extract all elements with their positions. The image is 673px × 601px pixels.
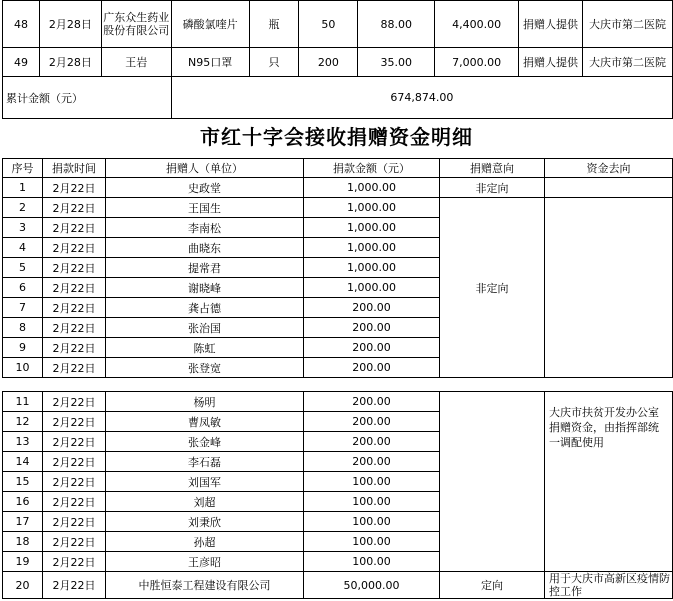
date-cell: 2月22日: [43, 412, 106, 432]
row-number: 3: [3, 218, 43, 238]
date-cell: 2月28日: [39, 48, 101, 77]
date-cell: 2月22日: [43, 278, 106, 298]
amount-cell: 100.00: [304, 532, 440, 552]
page-title: 市红十字会接收捐赠资金明细: [200, 125, 473, 149]
date-cell: 2月22日: [43, 492, 106, 512]
intent-cell: [440, 392, 545, 572]
qty-cell: 200: [299, 48, 358, 77]
unit-cell: 瓶: [249, 1, 299, 48]
table-row: [3, 392, 673, 412]
amount-cell: 1,000.00: [304, 278, 440, 298]
donor-cell: 刘秉欣: [106, 512, 304, 532]
amount-cell: 100.00: [304, 512, 440, 532]
date-cell: 2月22日: [43, 572, 106, 599]
donor-cell: 王彦昭: [106, 552, 304, 572]
date-cell: 2月28日: [39, 1, 101, 48]
date-cell: 2月22日: [43, 258, 106, 278]
row-number: 7: [3, 298, 43, 318]
amount-cell: 200.00: [304, 432, 440, 452]
amount-cell: 100.00: [304, 472, 440, 492]
table-body: [3, 178, 673, 378]
header-date: 捐款时间: [43, 159, 106, 178]
date-cell: 2月22日: [43, 318, 106, 338]
row-number: 12: [3, 412, 43, 432]
qty-cell: 50: [299, 1, 358, 48]
header-intent: 捐赠意向: [440, 159, 545, 178]
date-cell: 2月22日: [43, 532, 106, 552]
header-donor: 捐赠人（单位）: [106, 159, 304, 178]
amount-cell: 1,000.00: [304, 258, 440, 278]
header-destination: 资金去向: [545, 159, 673, 178]
row-number: 13: [3, 432, 43, 452]
row-number: 4: [3, 238, 43, 258]
table-header: [3, 159, 673, 178]
amount-cell: 7,000.00: [435, 48, 519, 77]
row-number: 48: [3, 1, 40, 48]
donor-cell: 张登宽: [106, 358, 304, 378]
amount-cell: 4,400.00: [435, 1, 519, 48]
row-number: 6: [3, 278, 43, 298]
amount-cell: 1,000.00: [304, 178, 440, 198]
date-cell: 2月22日: [43, 358, 106, 378]
source-cell: 捐赠人提供: [519, 1, 583, 48]
date-cell: 2月22日: [43, 338, 106, 358]
amount-cell: 1,000.00: [304, 218, 440, 238]
unit-cell: 只: [249, 48, 299, 77]
date-cell: 2月22日: [43, 512, 106, 532]
amount-cell: 100.00: [304, 492, 440, 512]
row-number: 8: [3, 318, 43, 338]
amount-cell: 200.00: [304, 298, 440, 318]
price-cell: 88.00: [358, 1, 435, 48]
total-row: [3, 77, 673, 119]
row-number: 49: [3, 48, 40, 77]
row-number: 20: [3, 572, 43, 599]
destination-cell: [545, 198, 673, 378]
donor-cell: 曲晓东: [106, 238, 304, 258]
destination-cell: 大庆市第二医院: [582, 1, 672, 48]
donor-cell: 谢晓峰: [106, 278, 304, 298]
donor-cell: 提常君: [106, 258, 304, 278]
donor-cell: 王国生: [106, 198, 304, 218]
row-number: 19: [3, 552, 43, 572]
donor-cell: 张治国: [106, 318, 304, 338]
donor-cell: 李南松: [106, 218, 304, 238]
row-number: 17: [3, 512, 43, 532]
date-cell: 2月22日: [43, 238, 106, 258]
row-number: 2: [3, 198, 43, 218]
date-cell: 2月22日: [43, 432, 106, 452]
amount-cell: 200.00: [304, 452, 440, 472]
row-number: 1: [3, 178, 43, 198]
date-cell: 2月22日: [43, 218, 106, 238]
date-cell: 2月22日: [43, 198, 106, 218]
intent-cell: 定向: [440, 572, 545, 599]
date-cell: 2月22日: [43, 178, 106, 198]
destination-cell: 用于大庆市高新区疫情防控工作: [545, 572, 673, 599]
donor-cell: 张金峰: [106, 432, 304, 452]
table-row: [3, 1, 673, 48]
donor-cell: 曹凤敏: [106, 412, 304, 432]
intent-cell: 非定向: [440, 198, 545, 378]
row-number: 16: [3, 492, 43, 512]
table-row: [3, 48, 673, 77]
destination-note-text: 大庆市扶贫开发办公室捐赠资金，由指挥部统一调配使用: [549, 406, 659, 449]
date-cell: 2月22日: [43, 552, 106, 572]
header-amount: 捐款金额（元）: [304, 159, 440, 178]
date-cell: 2月22日: [43, 392, 106, 412]
amount-cell: 50,000.00: [304, 572, 440, 599]
destination-cell: [545, 178, 673, 198]
table-row: [3, 198, 673, 218]
item-cell: 磷酸氯喹片: [171, 1, 249, 48]
row-number: 9: [3, 338, 43, 358]
total-value: 674,874.00: [171, 77, 672, 119]
date-cell: 2月22日: [43, 452, 106, 472]
table-row: [3, 178, 673, 198]
row-number: 11: [3, 392, 43, 412]
item-cell: N95口罩: [171, 48, 249, 77]
goods-donation-table: [2, 0, 673, 119]
donor-cell: 孙超: [106, 532, 304, 552]
amount-cell: 200.00: [304, 412, 440, 432]
row-number: 5: [3, 258, 43, 278]
table-body: [3, 392, 673, 599]
donor-cell: 陈虹: [106, 338, 304, 358]
table-row: [3, 572, 673, 599]
donor-cell: 刘超: [106, 492, 304, 512]
amount-cell: 1,000.00: [304, 238, 440, 258]
amount-cell: 100.00: [304, 552, 440, 572]
source-cell: 捐赠人提供: [519, 48, 583, 77]
donor-cell: 中胜恒泰工程建设有限公司: [106, 572, 304, 599]
total-label: 累计金额（元）: [3, 77, 172, 119]
amount-cell: 200.00: [304, 338, 440, 358]
amount-cell: 200.00: [304, 318, 440, 338]
row-number: 10: [3, 358, 43, 378]
row-number: 14: [3, 452, 43, 472]
row-number: 15: [3, 472, 43, 492]
amount-cell: 1,000.00: [304, 198, 440, 218]
cash-donation-table-continued: [2, 391, 673, 599]
header-no: 序号: [3, 159, 43, 178]
donor-cell: 刘国军: [106, 472, 304, 492]
donor-cell: 广东众生药业股份有限公司: [101, 1, 171, 48]
intent-cell: 非定向: [440, 178, 545, 198]
row-number: 18: [3, 532, 43, 552]
donor-cell: 李石磊: [106, 452, 304, 472]
amount-cell: 200.00: [304, 358, 440, 378]
donor-cell: 史政堂: [106, 178, 304, 198]
donor-cell: 王岩: [101, 48, 171, 77]
date-cell: 2月22日: [43, 472, 106, 492]
donor-cell: 杨明: [106, 392, 304, 412]
destination-cell: 大庆市第二医院: [582, 48, 672, 77]
amount-cell: 200.00: [304, 392, 440, 412]
price-cell: 35.00: [358, 48, 435, 77]
destination-note: [545, 392, 673, 572]
date-cell: 2月22日: [43, 298, 106, 318]
cash-donation-table: [2, 158, 673, 378]
donor-cell: 龚占德: [106, 298, 304, 318]
